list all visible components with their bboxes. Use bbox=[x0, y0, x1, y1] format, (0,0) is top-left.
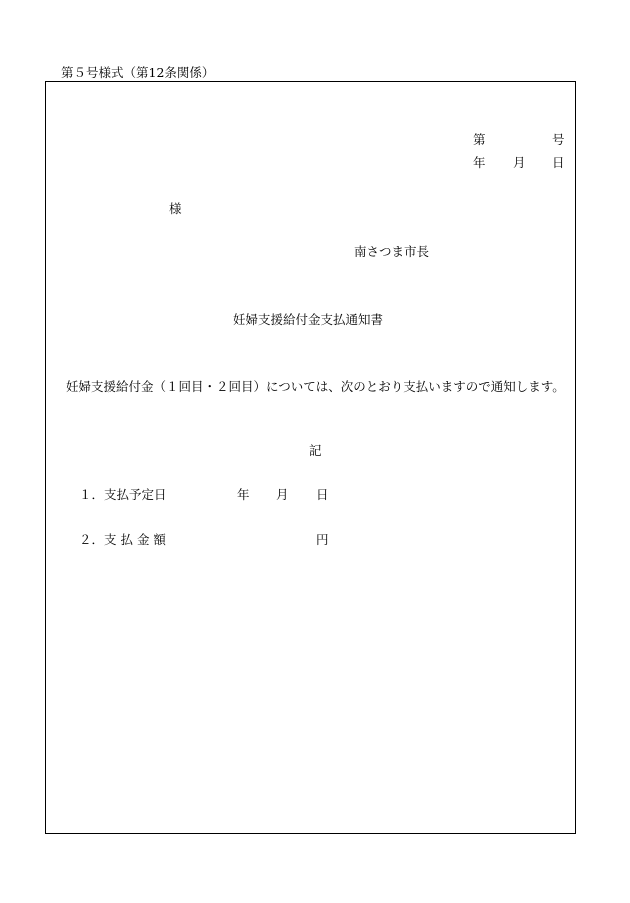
document-title: 妊婦支援給付金支払通知書 bbox=[233, 312, 384, 327]
item-2-number: ２． bbox=[79, 532, 105, 547]
item-2-label: 支 払 金 額 bbox=[104, 532, 166, 547]
item-1-month: 月 bbox=[276, 487, 289, 502]
issuer-name: 南さつま市長 bbox=[354, 244, 430, 259]
body-paragraph: 妊婦支援給付金（１回目・２回目）については、次のとおり支払いますので通知します。 bbox=[66, 379, 565, 394]
item-2-unit: 円 bbox=[316, 532, 329, 547]
item-1-year: 年 bbox=[237, 487, 250, 502]
document-number-go: 号 bbox=[552, 132, 565, 147]
date-month: 月 bbox=[513, 155, 526, 170]
item-1-day: 日 bbox=[316, 487, 329, 502]
date-day: 日 bbox=[552, 155, 565, 170]
form-number-label: 第５号様式（第12条関係） bbox=[61, 65, 215, 80]
ki-label: 記 bbox=[309, 443, 322, 458]
date-year: 年 bbox=[473, 155, 486, 170]
item-1-label: 支払予定日 bbox=[104, 487, 167, 502]
item-1-number: １． bbox=[79, 487, 105, 502]
document-number-dai: 第 bbox=[473, 132, 486, 147]
recipient-suffix: 様 bbox=[169, 201, 182, 216]
